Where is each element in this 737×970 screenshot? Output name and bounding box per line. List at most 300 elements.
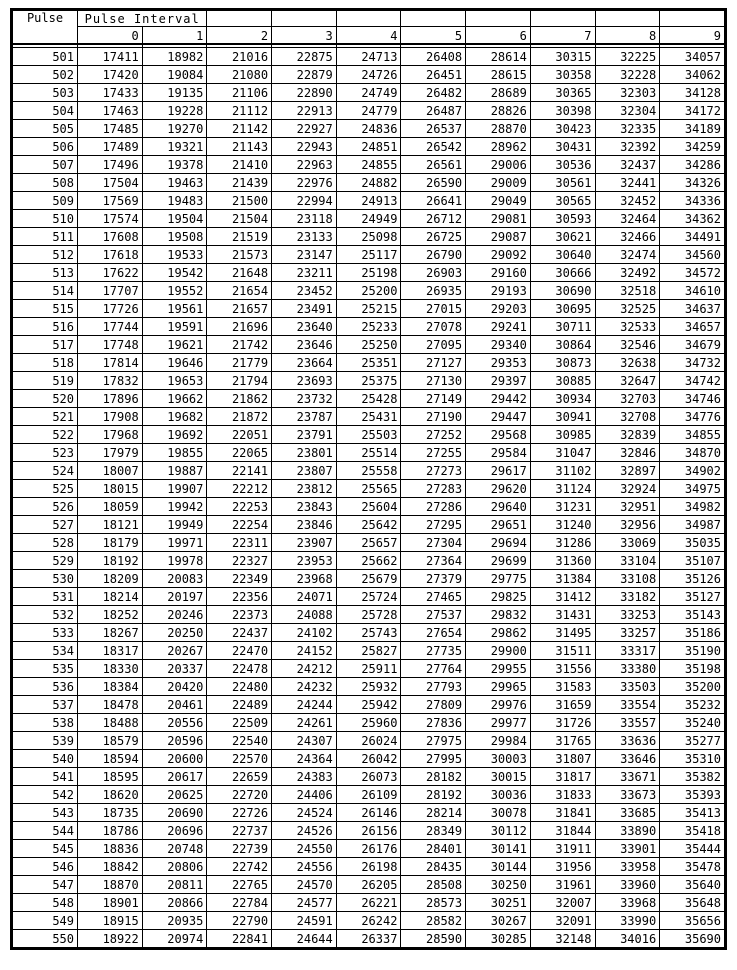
- interval-cell: 29617: [466, 462, 531, 480]
- interval-cell: 31844: [530, 822, 595, 840]
- interval-cell: 28689: [466, 84, 531, 102]
- pulse-cell: 543: [13, 804, 78, 822]
- interval-cell: 28214: [401, 804, 466, 822]
- interval-cell: 21016: [207, 48, 272, 66]
- interval-cell: 17489: [78, 138, 143, 156]
- interval-cell: 17968: [78, 426, 143, 444]
- table-row: [13, 426, 725, 444]
- interval-cell: 25558: [336, 462, 401, 480]
- interval-cell: 32897: [595, 462, 660, 480]
- interval-cell: 24949: [336, 210, 401, 228]
- interval-cell: 34259: [660, 138, 725, 156]
- interval-cell: 30398: [530, 102, 595, 120]
- interval-cell: 34286: [660, 156, 725, 174]
- interval-cell: 29620: [466, 480, 531, 498]
- interval-cell: 22509: [207, 714, 272, 732]
- interval-cell: 19561: [142, 300, 207, 318]
- interval-cell: 30593: [530, 210, 595, 228]
- interval-cell: 27130: [401, 372, 466, 390]
- interval-cell: 24855: [336, 156, 401, 174]
- interval-cell: 26073: [336, 768, 401, 786]
- interval-cell: 34172: [660, 102, 725, 120]
- interval-cell: 35690: [660, 930, 725, 948]
- interval-cell: 32452: [595, 192, 660, 210]
- interval-cell: 26790: [401, 246, 466, 264]
- interval-cell: 17748: [78, 336, 143, 354]
- table-row: [13, 642, 725, 660]
- table-row: [13, 408, 725, 426]
- interval-cell: 20974: [142, 930, 207, 948]
- pulse-cell: 510: [13, 210, 78, 228]
- interval-cell: 17726: [78, 300, 143, 318]
- interval-cell: 30003: [466, 750, 531, 768]
- pulse-cell: 514: [13, 282, 78, 300]
- interval-cell: 23812: [272, 480, 337, 498]
- interval-cell: 17463: [78, 102, 143, 120]
- interval-cell: 19135: [142, 84, 207, 102]
- interval-cell: 24550: [272, 840, 337, 858]
- table-row: [13, 696, 725, 714]
- interval-cell: 30711: [530, 318, 595, 336]
- pulse-cell: 546: [13, 858, 78, 876]
- interval-cell: 18915: [78, 912, 143, 930]
- interval-cell: 23907: [272, 534, 337, 552]
- interval-cell: 18842: [78, 858, 143, 876]
- interval-cell: 25565: [336, 480, 401, 498]
- interval-cell: 35656: [660, 912, 725, 930]
- interval-cell: 30985: [530, 426, 595, 444]
- interval-cell: 17608: [78, 228, 143, 246]
- interval-cell: 25827: [336, 642, 401, 660]
- table-row: [13, 210, 725, 228]
- table-row: [13, 192, 725, 210]
- interval-cell: 26935: [401, 282, 466, 300]
- interval-cell: 19621: [142, 336, 207, 354]
- interval-cell: 29984: [466, 732, 531, 750]
- interval-cell: 21080: [207, 66, 272, 84]
- interval-cell: 23846: [272, 516, 337, 534]
- interval-cell: 30015: [466, 768, 531, 786]
- table-row: [13, 678, 725, 696]
- interval-cell: 21410: [207, 156, 272, 174]
- interval-cell: 29009: [466, 174, 531, 192]
- interval-cell: 29353: [466, 354, 531, 372]
- interval-cell: 18901: [78, 894, 143, 912]
- column-header-7: 7: [530, 27, 595, 45]
- interval-cell: 26590: [401, 174, 466, 192]
- interval-cell: 24071: [272, 588, 337, 606]
- interval-cell: 27364: [401, 552, 466, 570]
- pulse-cell: 537: [13, 696, 78, 714]
- interval-cell: 24088: [272, 606, 337, 624]
- interval-cell: 32533: [595, 318, 660, 336]
- interval-cell: 28182: [401, 768, 466, 786]
- pulse-cell: 517: [13, 336, 78, 354]
- interval-cell: 33557: [595, 714, 660, 732]
- interval-cell: 24779: [336, 102, 401, 120]
- interval-cell: 27127: [401, 354, 466, 372]
- interval-cell: 32437: [595, 156, 660, 174]
- interval-cell: 34742: [660, 372, 725, 390]
- interval-cell: 22875: [272, 48, 337, 66]
- interval-cell: 34326: [660, 174, 725, 192]
- interval-cell: 33503: [595, 678, 660, 696]
- pulse-cell: 533: [13, 624, 78, 642]
- table-row: [13, 390, 725, 408]
- interval-cell: 35393: [660, 786, 725, 804]
- interval-cell: 22994: [272, 192, 337, 210]
- interval-cell: 22311: [207, 534, 272, 552]
- table-row: [13, 732, 725, 750]
- interval-cell: 35143: [660, 606, 725, 624]
- column-header-2: 2: [207, 27, 272, 45]
- interval-cell: 27252: [401, 426, 466, 444]
- pulse-column-header: Pulse: [13, 11, 78, 45]
- table-row: [13, 120, 725, 138]
- interval-cell: 28192: [401, 786, 466, 804]
- interval-cell: 33673: [595, 786, 660, 804]
- interval-cell: 33069: [595, 534, 660, 552]
- interval-cell: 35240: [660, 714, 725, 732]
- table-row: [13, 318, 725, 336]
- interval-cell: 22737: [207, 822, 272, 840]
- interval-cell: 32518: [595, 282, 660, 300]
- interval-cell: 31231: [530, 498, 595, 516]
- interval-cell: 21519: [207, 228, 272, 246]
- table-row: [13, 876, 725, 894]
- interval-cell: 20811: [142, 876, 207, 894]
- interval-cell: 22726: [207, 804, 272, 822]
- interval-cell: 35418: [660, 822, 725, 840]
- interval-cell: 18595: [78, 768, 143, 786]
- interval-cell: 21657: [207, 300, 272, 318]
- interval-cell: 31961: [530, 876, 595, 894]
- interval-cell: 26109: [336, 786, 401, 804]
- pulse-cell: 530: [13, 570, 78, 588]
- interval-cell: 32091: [530, 912, 595, 930]
- interval-cell: 30285: [466, 930, 531, 948]
- table-row: [13, 462, 725, 480]
- pulse-cell: 504: [13, 102, 78, 120]
- interval-cell: 35186: [660, 624, 725, 642]
- interval-cell: 22489: [207, 696, 272, 714]
- interval-cell: 23791: [272, 426, 337, 444]
- interval-cell: 20461: [142, 696, 207, 714]
- interval-cell: 22659: [207, 768, 272, 786]
- interval-cell: 18836: [78, 840, 143, 858]
- interval-cell: 19692: [142, 426, 207, 444]
- interval-cell: 29825: [466, 588, 531, 606]
- pulse-cell: 539: [13, 732, 78, 750]
- interval-cell: 17433: [78, 84, 143, 102]
- interval-cell: 24913: [336, 192, 401, 210]
- interval-cell: 33253: [595, 606, 660, 624]
- interval-cell: 23732: [272, 390, 337, 408]
- interval-cell: 27255: [401, 444, 466, 462]
- interval-cell: 22141: [207, 462, 272, 480]
- interval-cell: 25514: [336, 444, 401, 462]
- interval-cell: 35413: [660, 804, 725, 822]
- interval-cell: 29651: [466, 516, 531, 534]
- interval-cell: 31047: [530, 444, 595, 462]
- interval-cell: 22976: [272, 174, 337, 192]
- pulse-cell: 531: [13, 588, 78, 606]
- pulse-interval-table-frame: [10, 8, 727, 950]
- interval-cell: 27764: [401, 660, 466, 678]
- pulse-cell: 505: [13, 120, 78, 138]
- interval-cell: 26198: [336, 858, 401, 876]
- interval-cell: 33380: [595, 660, 660, 678]
- interval-cell: 23968: [272, 570, 337, 588]
- interval-cell: 21742: [207, 336, 272, 354]
- interval-cell: 22356: [207, 588, 272, 606]
- interval-cell: 34362: [660, 210, 725, 228]
- interval-cell: 31817: [530, 768, 595, 786]
- interval-cell: 34975: [660, 480, 725, 498]
- interval-cell: 33958: [595, 858, 660, 876]
- interval-cell: 32546: [595, 336, 660, 354]
- interval-cell: 31726: [530, 714, 595, 732]
- interval-cell: 29092: [466, 246, 531, 264]
- interval-cell: 21794: [207, 372, 272, 390]
- interval-cell: 19483: [142, 192, 207, 210]
- interval-cell: 20556: [142, 714, 207, 732]
- interval-cell: 24577: [272, 894, 337, 912]
- interval-cell: 28870: [466, 120, 531, 138]
- interval-cell: 25942: [336, 696, 401, 714]
- interval-cell: 28582: [401, 912, 466, 930]
- interval-cell: 24851: [336, 138, 401, 156]
- interval-cell: 19646: [142, 354, 207, 372]
- interval-cell: 24261: [272, 714, 337, 732]
- interval-cell: 24152: [272, 642, 337, 660]
- header-row-top: [13, 11, 725, 27]
- interval-cell: 20596: [142, 732, 207, 750]
- interval-cell: 17504: [78, 174, 143, 192]
- interval-cell: 28826: [466, 102, 531, 120]
- interval-cell: 25215: [336, 300, 401, 318]
- interval-cell: 30250: [466, 876, 531, 894]
- interval-cell: 34610: [660, 282, 725, 300]
- column-header-0: 0: [78, 27, 143, 45]
- interval-cell: 34657: [660, 318, 725, 336]
- interval-cell: 20246: [142, 606, 207, 624]
- interval-cell: 34560: [660, 246, 725, 264]
- table-row: [13, 606, 725, 624]
- interval-cell: 25351: [336, 354, 401, 372]
- interval-cell: 33646: [595, 750, 660, 768]
- interval-cell: 22349: [207, 570, 272, 588]
- interval-cell: 21106: [207, 84, 272, 102]
- pulse-interval-header: Pulse Interval: [78, 11, 207, 27]
- interval-cell: 35126: [660, 570, 725, 588]
- interval-cell: 29160: [466, 264, 531, 282]
- interval-cell: 23133: [272, 228, 337, 246]
- interval-cell: 22437: [207, 624, 272, 642]
- interval-cell: 29694: [466, 534, 531, 552]
- pulse-cell: 518: [13, 354, 78, 372]
- interval-cell: 18007: [78, 462, 143, 480]
- header-blank-cell: [401, 11, 466, 27]
- interval-cell: 24232: [272, 678, 337, 696]
- table-row: [13, 84, 725, 102]
- interval-cell: 33968: [595, 894, 660, 912]
- interval-cell: 29977: [466, 714, 531, 732]
- interval-cell: 17420: [78, 66, 143, 84]
- interval-cell: 20935: [142, 912, 207, 930]
- interval-cell: 23801: [272, 444, 337, 462]
- pulse-cell: 512: [13, 246, 78, 264]
- pulse-cell: 547: [13, 876, 78, 894]
- interval-cell: 18192: [78, 552, 143, 570]
- interval-cell: 22943: [272, 138, 337, 156]
- interval-cell: 32228: [595, 66, 660, 84]
- interval-cell: 23953: [272, 552, 337, 570]
- interval-cell: 31286: [530, 534, 595, 552]
- interval-cell: 18922: [78, 930, 143, 948]
- interval-cell: 35277: [660, 732, 725, 750]
- interval-cell: 24212: [272, 660, 337, 678]
- table-row: [13, 624, 725, 642]
- interval-cell: 24644: [272, 930, 337, 948]
- interval-cell: 19084: [142, 66, 207, 84]
- interval-cell: 21439: [207, 174, 272, 192]
- interval-cell: 19978: [142, 552, 207, 570]
- interval-cell: 18317: [78, 642, 143, 660]
- interval-cell: 30431: [530, 138, 595, 156]
- interval-cell: 32304: [595, 102, 660, 120]
- column-header-5: 5: [401, 27, 466, 45]
- interval-cell: 35035: [660, 534, 725, 552]
- table-row: [13, 354, 725, 372]
- interval-cell: 18488: [78, 714, 143, 732]
- interval-cell: 17814: [78, 354, 143, 372]
- interval-cell: 34987: [660, 516, 725, 534]
- interval-cell: 29862: [466, 624, 531, 642]
- interval-cell: 32148: [530, 930, 595, 948]
- interval-cell: 20267: [142, 642, 207, 660]
- table-row: [13, 570, 725, 588]
- interval-cell: 35444: [660, 840, 725, 858]
- interval-cell: 34776: [660, 408, 725, 426]
- interval-cell: 19662: [142, 390, 207, 408]
- interval-cell: 25728: [336, 606, 401, 624]
- pulse-cell: 509: [13, 192, 78, 210]
- interval-cell: 32703: [595, 390, 660, 408]
- header-blank-cell: [530, 11, 595, 27]
- pulse-cell: 548: [13, 894, 78, 912]
- interval-cell: 20600: [142, 750, 207, 768]
- table-row: [13, 156, 725, 174]
- interval-cell: 25657: [336, 534, 401, 552]
- interval-cell: 26451: [401, 66, 466, 84]
- interval-cell: 26408: [401, 48, 466, 66]
- interval-cell: 30144: [466, 858, 531, 876]
- interval-cell: 17618: [78, 246, 143, 264]
- interval-cell: 28615: [466, 66, 531, 84]
- pulse-cell: 532: [13, 606, 78, 624]
- interval-cell: 20337: [142, 660, 207, 678]
- interval-cell: 18478: [78, 696, 143, 714]
- interval-cell: 22570: [207, 750, 272, 768]
- interval-cell: 23491: [272, 300, 337, 318]
- interval-cell: 29965: [466, 678, 531, 696]
- interval-cell: 18786: [78, 822, 143, 840]
- interval-cell: 31431: [530, 606, 595, 624]
- interval-cell: 30873: [530, 354, 595, 372]
- interval-cell: 18579: [78, 732, 143, 750]
- interval-cell: 24882: [336, 174, 401, 192]
- interval-cell: 27809: [401, 696, 466, 714]
- interval-cell: 30934: [530, 390, 595, 408]
- interval-cell: 17622: [78, 264, 143, 282]
- table-row: [13, 480, 725, 498]
- interval-cell: 19542: [142, 264, 207, 282]
- interval-cell: 17485: [78, 120, 143, 138]
- table-row: [13, 786, 725, 804]
- interval-cell: 34491: [660, 228, 725, 246]
- interval-cell: 31412: [530, 588, 595, 606]
- interval-cell: 22784: [207, 894, 272, 912]
- interval-cell: 22065: [207, 444, 272, 462]
- interval-cell: 32956: [595, 516, 660, 534]
- interval-cell: 30358: [530, 66, 595, 84]
- interval-cell: 26482: [401, 84, 466, 102]
- interval-cell: 28435: [401, 858, 466, 876]
- pulse-cell: 513: [13, 264, 78, 282]
- interval-cell: 19591: [142, 318, 207, 336]
- interval-cell: 30864: [530, 336, 595, 354]
- interval-cell: 21779: [207, 354, 272, 372]
- interval-cell: 31102: [530, 462, 595, 480]
- interval-cell: 34128: [660, 84, 725, 102]
- interval-cell: 27015: [401, 300, 466, 318]
- interval-cell: 26641: [401, 192, 466, 210]
- interval-cell: 30251: [466, 894, 531, 912]
- interval-cell: 21112: [207, 102, 272, 120]
- table-row: [13, 246, 725, 264]
- interval-cell: 32225: [595, 48, 660, 66]
- pulse-cell: 515: [13, 300, 78, 318]
- interval-cell: 25198: [336, 264, 401, 282]
- table-row: [13, 858, 725, 876]
- interval-cell: 34746: [660, 390, 725, 408]
- interval-cell: 31659: [530, 696, 595, 714]
- table-row: [13, 372, 725, 390]
- interval-cell: 35648: [660, 894, 725, 912]
- interval-cell: 19321: [142, 138, 207, 156]
- interval-cell: 24713: [336, 48, 401, 66]
- table-row: [13, 894, 725, 912]
- interval-cell: 29447: [466, 408, 531, 426]
- interval-cell: 22879: [272, 66, 337, 84]
- interval-cell: 17896: [78, 390, 143, 408]
- interval-cell: 34062: [660, 66, 725, 84]
- table-row: [13, 66, 725, 84]
- interval-cell: 31495: [530, 624, 595, 642]
- interval-cell: 18015: [78, 480, 143, 498]
- interval-cell: 22720: [207, 786, 272, 804]
- interval-cell: 31360: [530, 552, 595, 570]
- interval-cell: 29081: [466, 210, 531, 228]
- interval-cell: 17569: [78, 192, 143, 210]
- interval-cell: 26205: [336, 876, 401, 894]
- table-row: [13, 174, 725, 192]
- interval-cell: 33636: [595, 732, 660, 750]
- interval-cell: 34679: [660, 336, 725, 354]
- interval-cell: 17574: [78, 210, 143, 228]
- interval-cell: 23640: [272, 318, 337, 336]
